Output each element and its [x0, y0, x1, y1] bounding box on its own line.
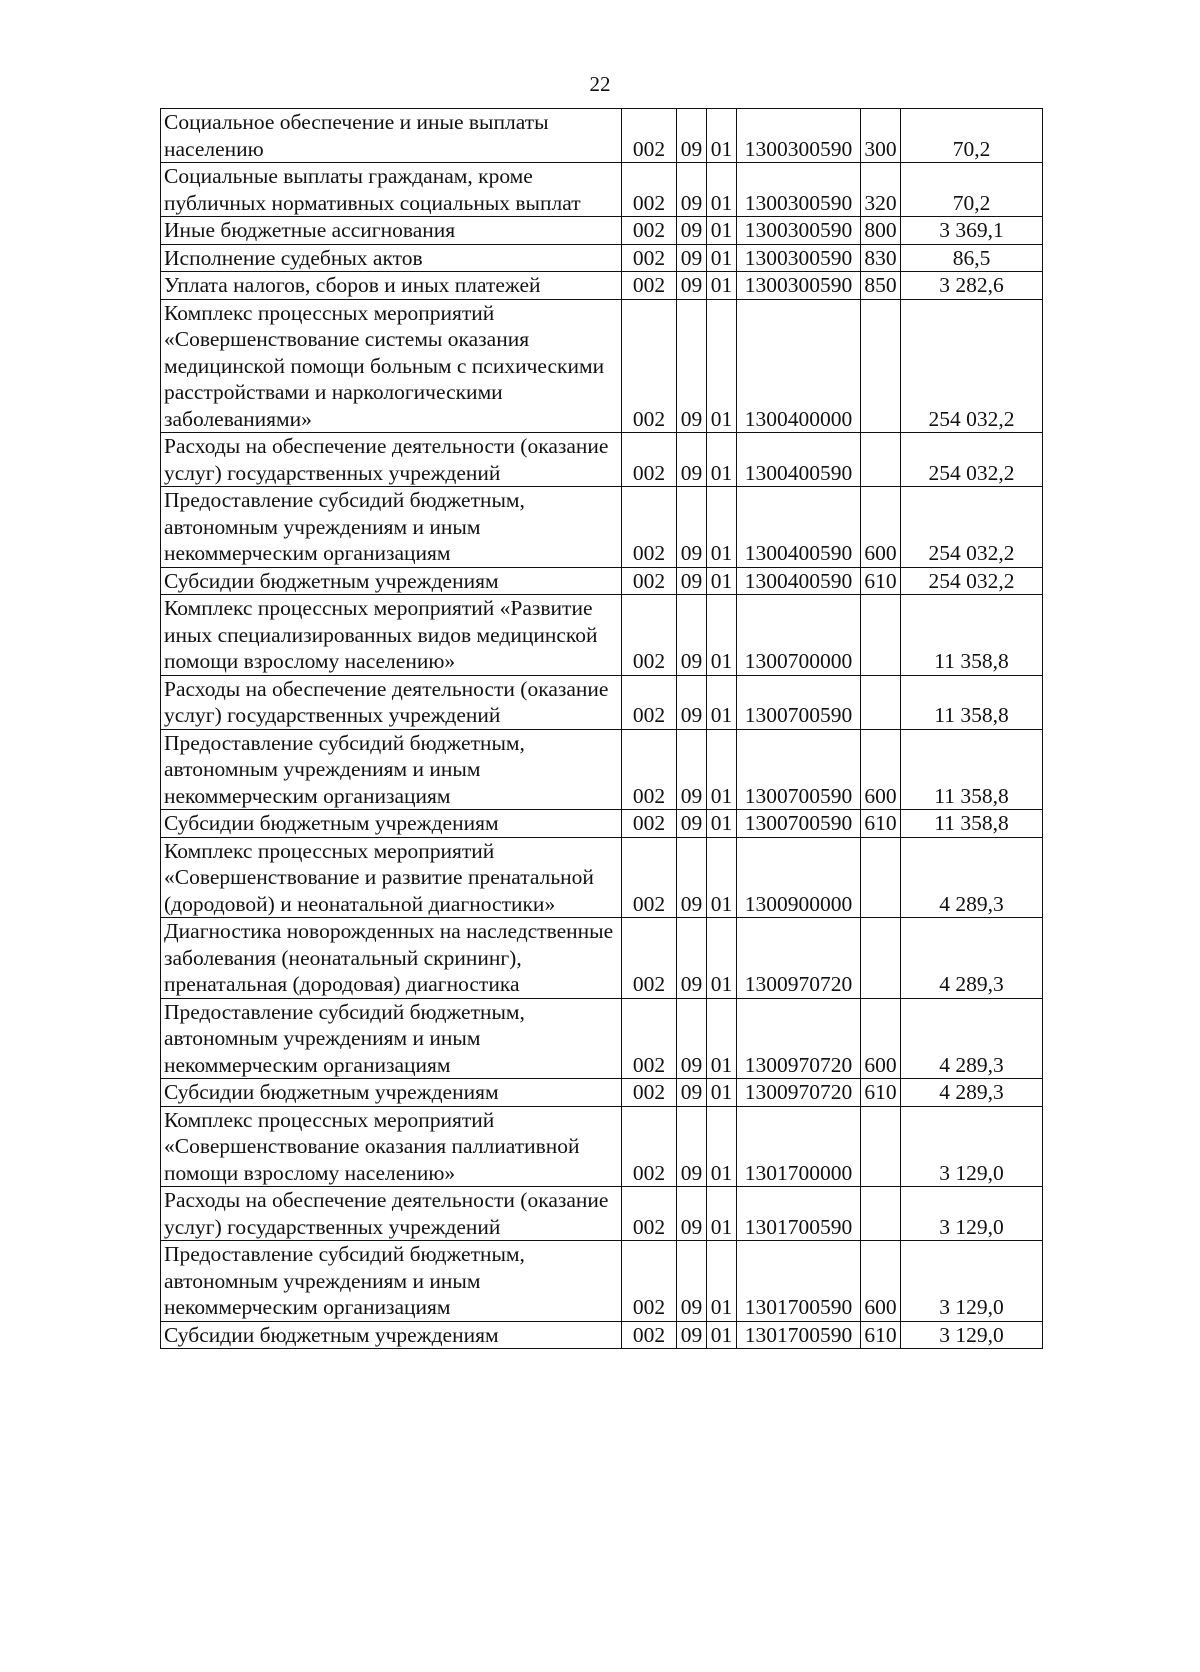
- amount-cell: 3 129,0: [901, 1106, 1043, 1187]
- expense-kind-cell: [861, 837, 901, 918]
- expense-name-cell: Предоставление субсидий бюджетным, автономным учреждениям и иным некоммерческим организациям: [161, 729, 622, 810]
- expense-name-cell: Уплата налогов, сборов и иных платежей: [161, 272, 622, 300]
- target-article-cell: 1300300590: [737, 163, 861, 217]
- subsection-code-cell: 01: [707, 163, 737, 217]
- ministry-code-cell: 002: [622, 433, 677, 487]
- ministry-code-cell: 002: [622, 1241, 677, 1322]
- ministry-code-cell: 002: [622, 272, 677, 300]
- target-article-cell: 1301700590: [737, 1321, 861, 1349]
- subsection-code-cell: 01: [707, 1241, 737, 1322]
- target-article-cell: 1300400590: [737, 567, 861, 595]
- ministry-code-cell: 002: [622, 1321, 677, 1349]
- ministry-code-cell: 002: [622, 1079, 677, 1107]
- section-code-cell: 09: [677, 1079, 707, 1107]
- amount-cell: 254 032,2: [901, 433, 1043, 487]
- target-article-cell: 1300700000: [737, 595, 861, 676]
- ministry-code-cell: 002: [622, 1106, 677, 1187]
- expense-name-cell: Субсидии бюджетным учреждениям: [161, 810, 622, 838]
- section-code-cell: 09: [677, 1187, 707, 1241]
- expense-name-cell: Иные бюджетные ассигнования: [161, 217, 622, 245]
- expense-name-cell: Субсидии бюджетным учреждениям: [161, 567, 622, 595]
- amount-cell: 4 289,3: [901, 1079, 1043, 1107]
- target-article-cell: 1300700590: [737, 810, 861, 838]
- table-row: [161, 837, 1043, 918]
- amount-cell: 4 289,3: [901, 918, 1043, 999]
- ministry-code-cell: 002: [622, 244, 677, 272]
- amount-cell: 3 282,6: [901, 272, 1043, 300]
- expense-kind-cell: 300: [861, 109, 901, 163]
- section-code-cell: 09: [677, 918, 707, 999]
- subsection-code-cell: 01: [707, 567, 737, 595]
- expense-name-cell: Исполнение судебных актов: [161, 244, 622, 272]
- expense-name-cell: Предоставление субсидий бюджетным, автономным учреждениям и иным некоммерческим организациям: [161, 998, 622, 1079]
- amount-cell: 11 358,8: [901, 675, 1043, 729]
- subsection-code-cell: 01: [707, 595, 737, 676]
- subsection-code-cell: 01: [707, 1187, 737, 1241]
- table-row: [161, 675, 1043, 729]
- amount-cell: 254 032,2: [901, 299, 1043, 433]
- expense-name-cell: Комплекс процессных мероприятий «Совершенствование системы оказания медицинской помощи больным с психическими расстройствами и наркологическими заболеваниями»: [161, 299, 622, 433]
- ministry-code-cell: 002: [622, 163, 677, 217]
- amount-cell: 4 289,3: [901, 998, 1043, 1079]
- expense-name-cell: Предоставление субсидий бюджетным, автономным учреждениям и иным некоммерческим организациям: [161, 1241, 622, 1322]
- section-code-cell: 09: [677, 675, 707, 729]
- target-article-cell: 1300300590: [737, 109, 861, 163]
- table-row: [161, 918, 1043, 999]
- expense-kind-cell: [861, 918, 901, 999]
- amount-cell: 254 032,2: [901, 567, 1043, 595]
- amount-cell: 254 032,2: [901, 487, 1043, 568]
- section-code-cell: 09: [677, 1321, 707, 1349]
- subsection-code-cell: 01: [707, 272, 737, 300]
- table-row: [161, 109, 1043, 163]
- table-row: [161, 272, 1043, 300]
- amount-cell: 3 369,1: [901, 217, 1043, 245]
- amount-cell: 11 358,8: [901, 595, 1043, 676]
- ministry-code-cell: 002: [622, 299, 677, 433]
- expense-kind-cell: 600: [861, 998, 901, 1079]
- expense-kind-cell: 610: [861, 567, 901, 595]
- amount-cell: 70,2: [901, 163, 1043, 217]
- table-row: [161, 998, 1043, 1079]
- table-row: [161, 217, 1043, 245]
- budget-table: [160, 108, 1043, 1349]
- expense-name-cell: Комплекс процессных мероприятий «Совершенствование оказания паллиативной помощи взрослому населению»: [161, 1106, 622, 1187]
- section-code-cell: 09: [677, 487, 707, 568]
- expense-name-cell: Комплекс процессных мероприятий «Развитие иных специализированных видов медицинской помощи взрослому населению»: [161, 595, 622, 676]
- expense-kind-cell: 850: [861, 272, 901, 300]
- expense-name-cell: Социальные выплаты гражданам, кроме публичных нормативных социальных выплат: [161, 163, 622, 217]
- expense-name-cell: Расходы на обеспечение деятельности (оказание услуг) государственных учреждений: [161, 433, 622, 487]
- target-article-cell: 1300300590: [737, 217, 861, 245]
- target-article-cell: 1300700590: [737, 675, 861, 729]
- target-article-cell: 1300970720: [737, 918, 861, 999]
- amount-cell: 4 289,3: [901, 837, 1043, 918]
- expense-kind-cell: 600: [861, 1241, 901, 1322]
- section-code-cell: 09: [677, 244, 707, 272]
- section-code-cell: 09: [677, 299, 707, 433]
- section-code-cell: 09: [677, 272, 707, 300]
- expense-kind-cell: 800: [861, 217, 901, 245]
- table-row: [161, 1079, 1043, 1107]
- expense-kind-cell: [861, 1106, 901, 1187]
- target-article-cell: 1300400590: [737, 487, 861, 568]
- ministry-code-cell: 002: [622, 487, 677, 568]
- amount-cell: 70,2: [901, 109, 1043, 163]
- subsection-code-cell: 01: [707, 109, 737, 163]
- expense-kind-cell: 600: [861, 729, 901, 810]
- target-article-cell: 1301700000: [737, 1106, 861, 1187]
- table-row: [161, 299, 1043, 433]
- section-code-cell: 09: [677, 729, 707, 810]
- expense-kind-cell: 600: [861, 487, 901, 568]
- target-article-cell: 1300400590: [737, 433, 861, 487]
- subsection-code-cell: 01: [707, 1106, 737, 1187]
- subsection-code-cell: 01: [707, 1321, 737, 1349]
- table-row: [161, 433, 1043, 487]
- ministry-code-cell: 002: [622, 998, 677, 1079]
- ministry-code-cell: 002: [622, 1187, 677, 1241]
- section-code-cell: 09: [677, 433, 707, 487]
- amount-cell: 11 358,8: [901, 729, 1043, 810]
- section-code-cell: 09: [677, 810, 707, 838]
- expense-kind-cell: 610: [861, 1079, 901, 1107]
- section-code-cell: 09: [677, 163, 707, 217]
- expense-name-cell: Предоставление субсидий бюджетным, автономным учреждениям и иным некоммерческим организациям: [161, 487, 622, 568]
- expense-kind-cell: 610: [861, 810, 901, 838]
- target-article-cell: 1300300590: [737, 272, 861, 300]
- expense-kind-cell: [861, 433, 901, 487]
- ministry-code-cell: 002: [622, 595, 677, 676]
- table-row: [161, 244, 1043, 272]
- amount-cell: 3 129,0: [901, 1321, 1043, 1349]
- expense-name-cell: Субсидии бюджетным учреждениям: [161, 1079, 622, 1107]
- section-code-cell: 09: [677, 837, 707, 918]
- target-article-cell: 1300300590: [737, 244, 861, 272]
- target-article-cell: 1300970720: [737, 1079, 861, 1107]
- target-article-cell: 1301700590: [737, 1187, 861, 1241]
- ministry-code-cell: 002: [622, 675, 677, 729]
- amount-cell: 11 358,8: [901, 810, 1043, 838]
- expense-name-cell: Диагностика новорожденных на наследственные заболевания (неонатальный скрининг), пренатальная (дородовая) диагностика: [161, 918, 622, 999]
- section-code-cell: 09: [677, 109, 707, 163]
- amount-cell: 3 129,0: [901, 1187, 1043, 1241]
- target-article-cell: 1300900000: [737, 837, 861, 918]
- table-row: [161, 1187, 1043, 1241]
- table-row: [161, 729, 1043, 810]
- expense-kind-cell: [861, 1187, 901, 1241]
- table-row: [161, 567, 1043, 595]
- expense-name-cell: Комплекс процессных мероприятий «Совершенствование и развитие пренатальной (дородовой) и неонатальной диагностики»: [161, 837, 622, 918]
- ministry-code-cell: 002: [622, 918, 677, 999]
- expense-name-cell: Расходы на обеспечение деятельности (оказание услуг) государственных учреждений: [161, 675, 622, 729]
- expense-name-cell: Расходы на обеспечение деятельности (оказание услуг) государственных учреждений: [161, 1187, 622, 1241]
- table-row: [161, 1321, 1043, 1349]
- ministry-code-cell: 002: [622, 810, 677, 838]
- subsection-code-cell: 01: [707, 299, 737, 433]
- expense-name-cell: Социальное обеспечение и иные выплаты населению: [161, 109, 622, 163]
- expense-kind-cell: 320: [861, 163, 901, 217]
- table-row: [161, 1106, 1043, 1187]
- table-row: [161, 595, 1043, 676]
- subsection-code-cell: 01: [707, 918, 737, 999]
- subsection-code-cell: 01: [707, 1079, 737, 1107]
- target-article-cell: 1300400000: [737, 299, 861, 433]
- subsection-code-cell: 01: [707, 729, 737, 810]
- section-code-cell: 09: [677, 1241, 707, 1322]
- section-code-cell: 09: [677, 567, 707, 595]
- subsection-code-cell: 01: [707, 433, 737, 487]
- ministry-code-cell: 002: [622, 729, 677, 810]
- target-article-cell: 1300700590: [737, 729, 861, 810]
- amount-cell: 86,5: [901, 244, 1043, 272]
- expense-kind-cell: [861, 595, 901, 676]
- subsection-code-cell: 01: [707, 675, 737, 729]
- table-row: [161, 1241, 1043, 1322]
- expense-kind-cell: [861, 675, 901, 729]
- table-row: [161, 163, 1043, 217]
- expense-name-cell: Субсидии бюджетным учреждениям: [161, 1321, 622, 1349]
- section-code-cell: 09: [677, 1106, 707, 1187]
- target-article-cell: 1301700590: [737, 1241, 861, 1322]
- section-code-cell: 09: [677, 595, 707, 676]
- budget-table-body: [161, 109, 1043, 1349]
- target-article-cell: 1300970720: [737, 998, 861, 1079]
- ministry-code-cell: 002: [622, 837, 677, 918]
- ministry-code-cell: 002: [622, 109, 677, 163]
- ministry-code-cell: 002: [622, 567, 677, 595]
- expense-kind-cell: 610: [861, 1321, 901, 1349]
- subsection-code-cell: 01: [707, 244, 737, 272]
- expense-kind-cell: 830: [861, 244, 901, 272]
- section-code-cell: 09: [677, 217, 707, 245]
- subsection-code-cell: 01: [707, 217, 737, 245]
- subsection-code-cell: 01: [707, 810, 737, 838]
- subsection-code-cell: 01: [707, 487, 737, 568]
- table-row: [161, 487, 1043, 568]
- ministry-code-cell: 002: [622, 217, 677, 245]
- expense-kind-cell: [861, 299, 901, 433]
- table-row: [161, 810, 1043, 838]
- amount-cell: 3 129,0: [901, 1241, 1043, 1322]
- subsection-code-cell: 01: [707, 837, 737, 918]
- subsection-code-cell: 01: [707, 998, 737, 1079]
- page-number: 22: [589, 72, 611, 96]
- section-code-cell: 09: [677, 998, 707, 1079]
